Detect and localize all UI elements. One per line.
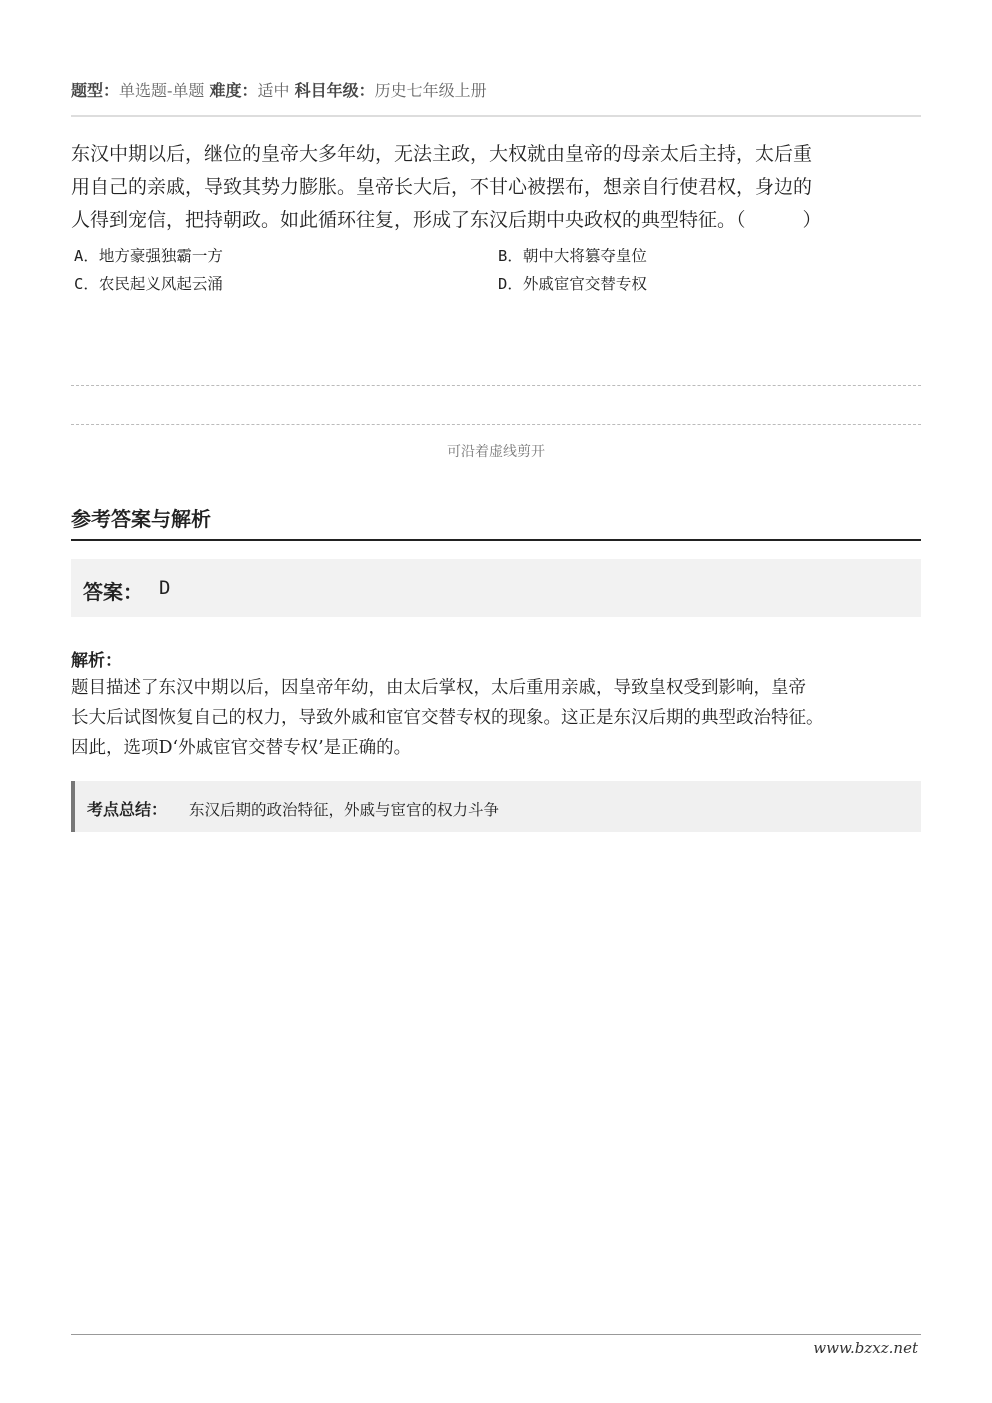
answer-section-title: 参考答案与解析 — [71, 507, 211, 531]
subject-label: 科目年级： — [294, 81, 375, 100]
summary-label: 考点总结： — [87, 800, 168, 819]
difficulty-label: 难度： — [209, 81, 258, 100]
divider — [71, 115, 921, 117]
option-c[interactable]: C．农民起义风起云涌 — [74, 275, 223, 293]
footer-divider — [71, 1334, 921, 1335]
question-line: 人得到宠信，把持朝政。如此循环往复，形成了东汉后期中央政权的典型特征。（ ） — [71, 209, 822, 231]
question-line: 用自己的亲戚，导致其势力膨胀。皇帝长大后，不甘心被摆布，想亲自行使君权，身边的 — [71, 176, 813, 198]
summary-box — [71, 781, 921, 832]
analysis-line: 题目描述了东汉中期以后，因皇帝年幼，由太后掌权，太后重用亲戚，导致皇权受到影响，皇帝 — [71, 678, 806, 698]
question-meta — [71, 78, 487, 101]
answer-box — [71, 559, 921, 617]
analysis-label: 解析： — [71, 651, 122, 671]
answer-value: D — [159, 577, 171, 599]
cut-line — [71, 424, 921, 425]
analysis-line: 长大后试图恢复自己的权力，导致外戚和宦官交替专权的现象。这正是东汉后期的典型政治特征。 — [71, 708, 824, 728]
question-stem — [71, 138, 931, 237]
cut-line — [71, 385, 921, 386]
option-b[interactable]: B．朝中大将篡夺皇位 — [498, 247, 647, 265]
option-d[interactable]: D．外戚宦官交替专权 — [498, 275, 647, 293]
type-value: 单选题-单题 — [119, 81, 205, 100]
difficulty-value: 适中 — [257, 81, 290, 100]
section-divider — [71, 539, 921, 541]
option-a[interactable]: A．地方豪强独霸一方 — [74, 247, 223, 265]
summary-text: 东汉后期的政治特征，外戚与宦官的权力斗争 — [189, 801, 500, 819]
analysis-text — [71, 673, 824, 763]
answer-label: 答案： — [83, 580, 143, 604]
type-label: 题型： — [71, 81, 120, 100]
subject-value: 历史七年级上册 — [374, 81, 487, 100]
cut-hint: 可沿着虚线剪开 — [447, 444, 545, 460]
question-line: 东汉中期以后，继位的皇帝大多年幼，无法主政，大权就由皇帝的母亲太后主持，太后重 — [71, 143, 813, 165]
footer-site: www.bzxz.net — [813, 1339, 918, 1357]
analysis-line: 因此，选项D‘外戚宦官交替专权’是正确的。 — [71, 738, 412, 758]
